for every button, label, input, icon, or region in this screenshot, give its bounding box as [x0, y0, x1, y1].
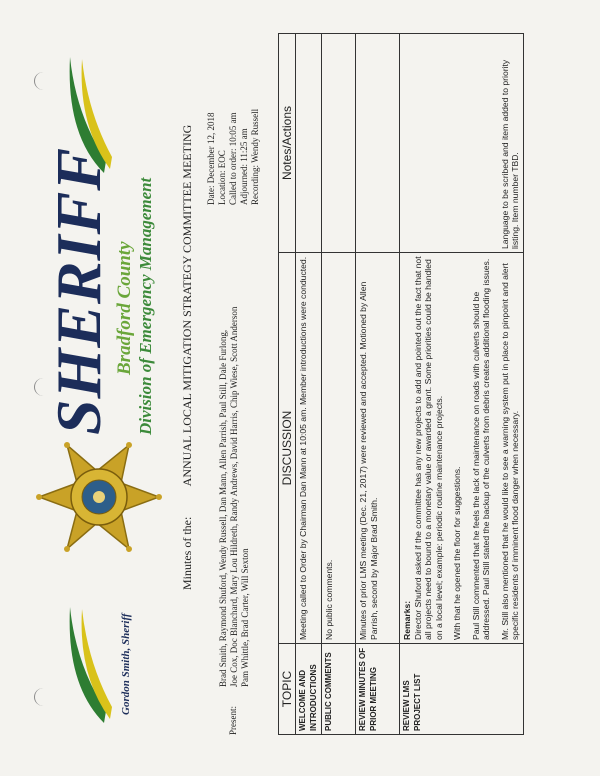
attendee-list [218, 257, 251, 687]
discussion-text: No public comments. [324, 559, 334, 640]
table-row [296, 34, 322, 735]
table-row [400, 34, 524, 735]
called-to-order: Called to order: 10:05 am [228, 112, 238, 205]
rotated-page [20, 11, 582, 765]
topic-cell: REVIEW MINUTES OF PRIOR MEETING [356, 644, 400, 735]
county-name: Bradford County [114, 241, 135, 375]
topic-cell: WELCOME AND INTRODUCTIONS [296, 644, 322, 735]
attendee-line: Pam Whittle, Brad Carter, Will Sexton [240, 548, 250, 687]
discussion-text: Mr. Still also mentioned that he would like to see a warning system put in place to pinpoint and alert specific residents of imminent flood danger when necessary. [499, 263, 520, 640]
minutes-label: Minutes of the: [180, 516, 194, 590]
notes-cell [356, 34, 400, 253]
table-row [322, 34, 356, 735]
attendee-line: Brad Smith, Raymond Shuford, Wendy Russell, Dan Mann, Allen Parrish, Paul Still, Dale Furlong, [218, 329, 228, 687]
discussion-text: Paul Still commented that he feels the lack of maintenance on roads with culverts should be addressed. Paul Still stated the backup of the culverts from debris creates additional flooding issues. [470, 258, 491, 640]
adjourned-time: Adjourned: 11:25 am [239, 128, 249, 205]
topic-cell: PUBLIC COMMENTS [322, 644, 356, 735]
discussion-cell [400, 253, 524, 644]
notes-header: Notes/Actions [279, 34, 296, 253]
discussion-cell [296, 253, 322, 644]
remarks-label: Remarks: [402, 600, 412, 640]
table-row [356, 34, 400, 735]
discussion-header: DISCUSSION [279, 253, 296, 644]
meeting-details [206, 109, 261, 205]
sheriff-wordmark: SHERIFF [43, 146, 114, 435]
minutes-table [278, 33, 524, 735]
minutes-heading [180, 125, 195, 590]
meeting-location: Location: EOC [217, 150, 227, 205]
table-header-row [279, 34, 296, 735]
discussion-cell [322, 253, 356, 644]
topic-header: TOPIC [279, 644, 296, 735]
recording-secretary: Recording: Wendy Russell [250, 108, 260, 205]
action-note: Language to be scribed and item added to priority listing. Item number TBD. [499, 59, 520, 249]
division-name: Division of Emergency Management [136, 177, 155, 435]
meeting-date: Date: December 12, 2018 [206, 112, 216, 205]
discussion-text: Director Shuford asked if the committee has any new projects to add and pointed out the fact that not all projects need to bound to a monetary value or awarded a grant. Some priorities could be handled on a local level; example: periodic routine maintenance projects. [412, 256, 444, 640]
attendee-line: Joe Cox, Doc Blanchard, Mary Lou Hildreth, Randy Andrews, David Harris, Chip Wiese, Scott Anderson [229, 306, 239, 687]
discussion-cell [356, 253, 400, 644]
discussion-text: With that he opened the floor for suggestions. [452, 466, 462, 640]
topic-cell: REVIEW LMS PROJECT LIST [400, 644, 524, 735]
present-label: Present: [228, 706, 238, 735]
sheriff-star-badge [36, 434, 162, 560]
swoosh-logo-left [60, 605, 112, 725]
discussion-text: Minutes of prior LMS meeting (Dec. 21, 2017) were reviewed and accepted. Motioned by Allen Parrish, second by Major Brad Smith. [358, 281, 379, 640]
notes-cell [322, 34, 356, 253]
discussion-text: Meeting called to Order by Chairman Dan Mann at 10:05 am. Member introductions were conducted. [298, 256, 308, 640]
notes-cell [296, 34, 322, 253]
sheriff-name: Gordon Smith, Sheriff [120, 613, 132, 715]
notes-cell [400, 34, 524, 253]
meeting-title: ANNUAL LOCAL MITIGATION STRATEGY COMMITTEE MEETING [180, 124, 194, 487]
